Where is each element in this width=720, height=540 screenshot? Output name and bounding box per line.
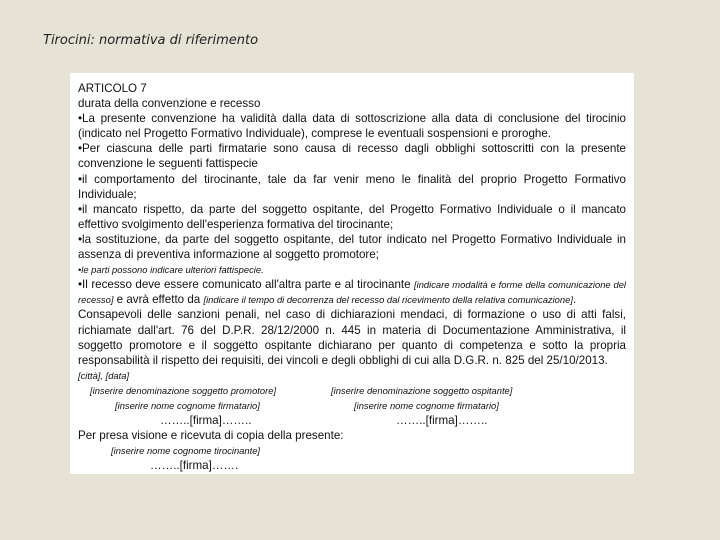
paragraph-host-breach: •il mancato rispetto, da parte del soggetto ospitante, del Progetto Formativo Individuale o il mancato effettivo svolgimento dell'esperienza formativa del tirocinante; xyxy=(78,202,626,231)
signature-row-names xyxy=(78,383,626,398)
promoter-firma: ……..[firma]…….. xyxy=(160,414,252,428)
host-signatory: [inserire nome cognome firmatario] xyxy=(354,399,499,411)
host-name: [inserire denominazione soggetto ospitante] xyxy=(331,384,513,396)
article-subheading: durata della convenzione e recesso xyxy=(78,97,261,111)
paragraph-declaration: Consapevoli delle sanzioni penali, nel caso di dichiarazioni mendaci, di formazione o uso di atti falsi, richiamate dall'art. 76 del D.P.R. 28/12/2000 n. 445 in materia di Documentazione Amministrativa, il soggetto promotore e il soggetto ospitante dichiarano per quanto di competenza e sotto la propria responsabilità il rispetto dei requisiti, dei vincoli e degli obblighi di cui alla D.G.R. n. 825 del 25/10/2013. xyxy=(78,308,626,367)
document-panel xyxy=(70,73,634,474)
promoter-name: [inserire denominazione soggetto promotore] xyxy=(90,384,277,396)
signature-row-signatories xyxy=(78,398,626,413)
trainee-firma: ……..[firma]……. xyxy=(150,459,239,473)
receipt-text: Per presa visione e ricevuta di copia della presente: xyxy=(78,429,344,443)
paragraph-tutor-substitution: •la sostituzione, da parte del soggetto ospitante, del tutor indicato nel Progetto Formativo Individuale in assenza di preventiva informazione al soggetto promotore; xyxy=(78,232,626,262)
paragraph-other-cases: •le parti possono indicare ulteriori fattispecie. xyxy=(78,264,264,276)
trainee-firma-row xyxy=(78,458,626,473)
paragraph-recess-notice: •Il recesso deve essere comunicato all'altra parte e al tirocinante [indicare modalità e forme della comunicazione del recesso] e avrà effetto da [indicare il tempo di decorrenza del recesso dal ricevimento della relativa comunicazione]. xyxy=(78,278,626,307)
trainee-name: [inserire nome cognome tirocinante] xyxy=(111,445,261,457)
paragraph-recess-causes: •Per ciascuna delle parti firmatarie sono causa di recesso dagli obblighi sottoscritti con la presente convenzione le seguenti fattispecie xyxy=(78,142,626,171)
promoter-signatory: [inserire nome cognome firmatario] xyxy=(115,399,260,411)
slide-title: Tirocini: normativa di riferimento xyxy=(43,33,259,48)
paragraph-trainee-behaviour: •il comportamento del tirocinante, tale da far venir meno le finalità del proprio Progetto Formativo Individuale; xyxy=(78,172,626,201)
article-content xyxy=(78,81,626,473)
host-firma: ……..[firma]…….. xyxy=(396,414,488,428)
article-heading: ARTICOLO 7 xyxy=(78,82,147,95)
trainee-row xyxy=(78,443,626,458)
signature-row-firma xyxy=(78,413,626,428)
place-date: [città], [data] xyxy=(78,369,130,381)
paragraph-validity: •La presente convenzione ha validità dalla data di sottoscrizione alla data di conclusione del tirocinio (indicato nel Progetto Formativo Individuale), comprese le eventuali sospensioni e proroghe. xyxy=(78,112,626,141)
